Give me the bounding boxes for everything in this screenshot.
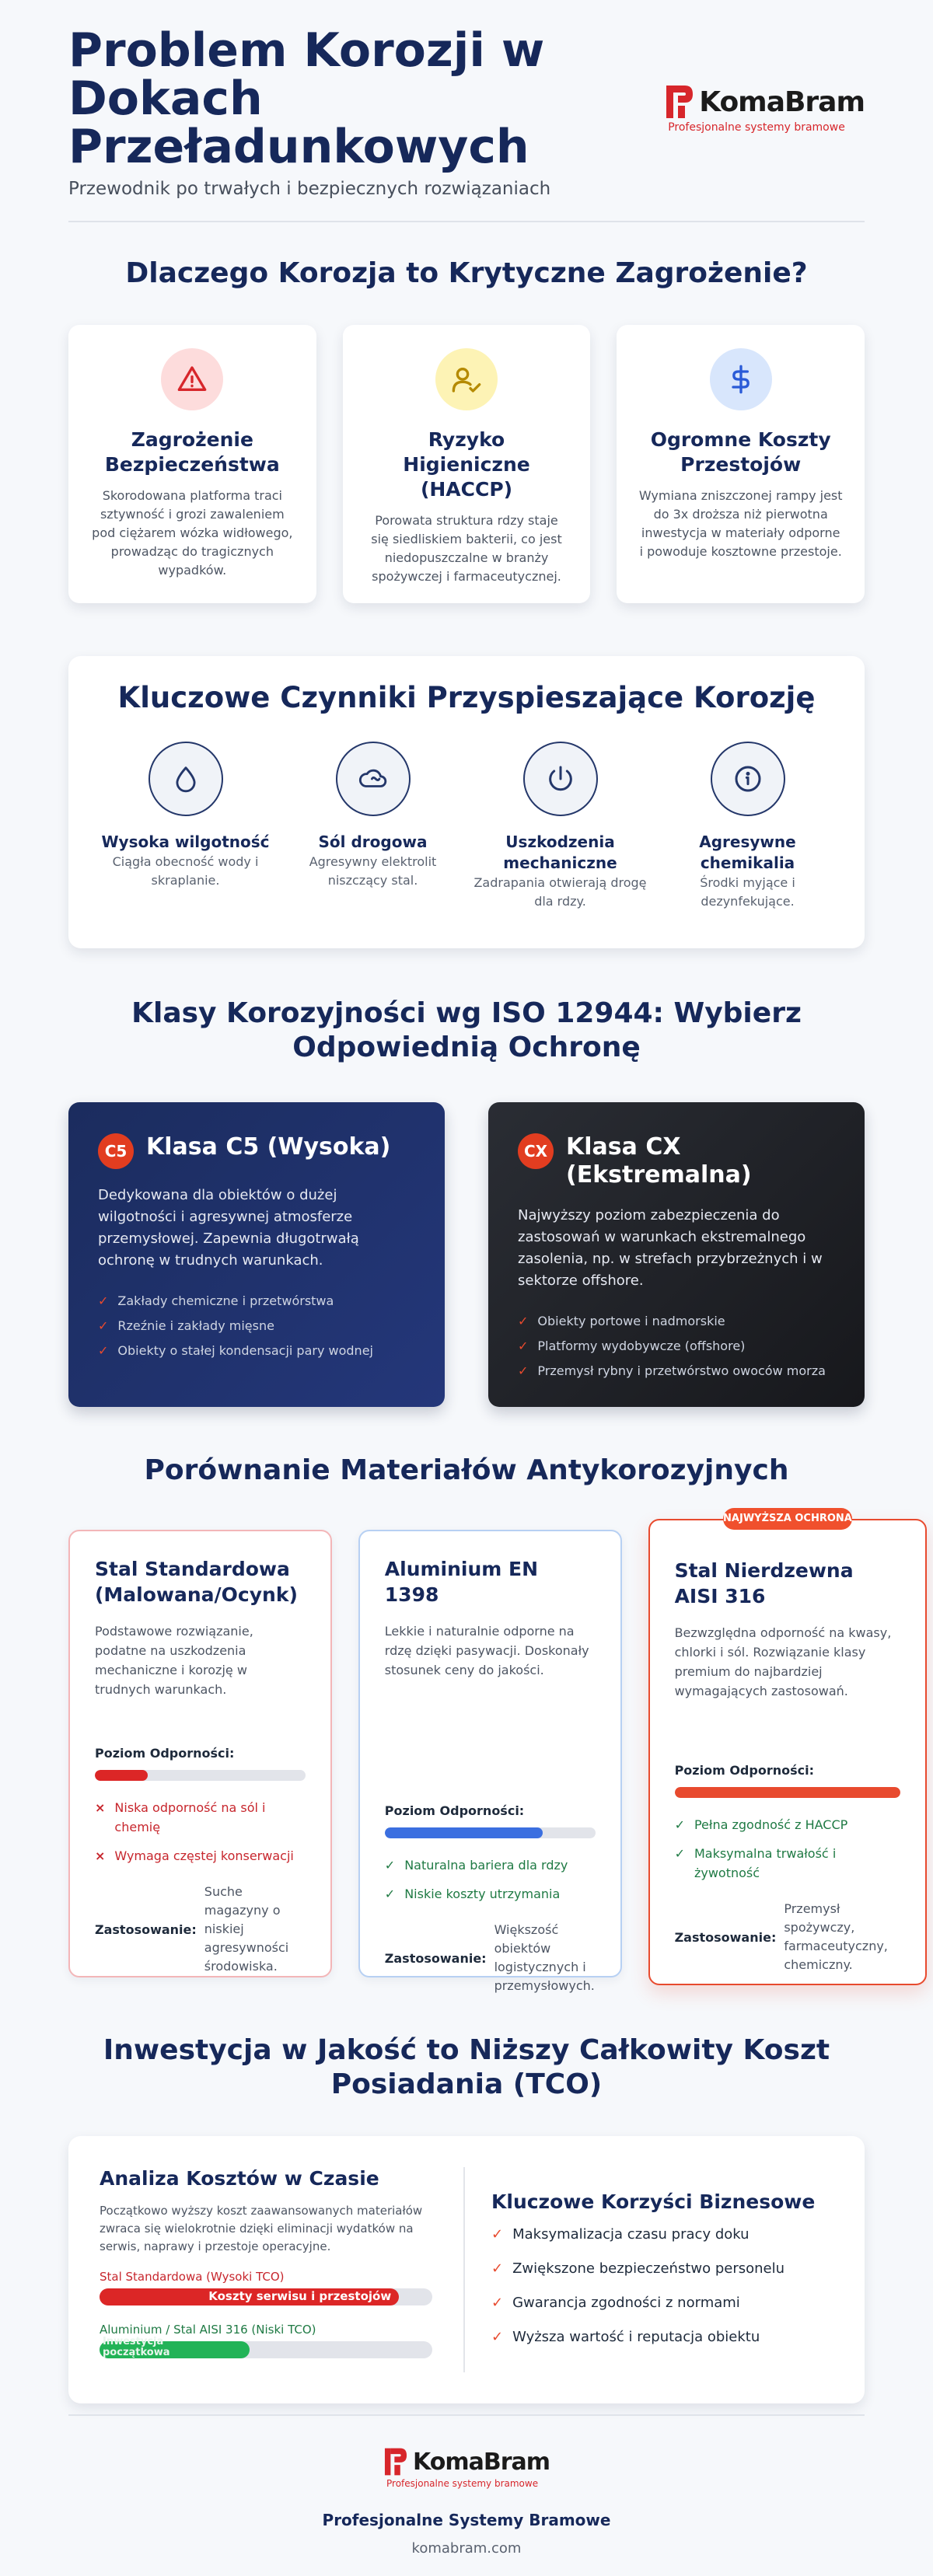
factor-title: Uszkodzenia mechaniczne xyxy=(503,832,617,872)
material-description: Lekkie i naturalnie odporne na rdzę dzięki pasywacji. Doskonały stosunek ceny do jakości. xyxy=(384,1624,589,1677)
list-item: ✓ Obiekty portowe i nadmorskie xyxy=(518,1309,835,1334)
list-item: × Wymaga częstej konserwacji xyxy=(95,1846,306,1866)
factors-title: Kluczowe Czynniki Przyspieszające Korozję xyxy=(117,681,816,714)
material-use: Zastosowanie: Suche magazyny o niskiej agresywności środowiska. xyxy=(95,1884,289,1974)
threat-title: Ogromne Koszty Przestojów xyxy=(650,428,831,476)
logo xyxy=(665,84,865,134)
cost-bar-fill xyxy=(100,2336,250,2358)
bar-label: Aluminium / Stal AISI 316 (Niski TCO) xyxy=(100,2323,316,2337)
material-title: Stal Nierdzewna AISI 316 xyxy=(674,1559,854,1607)
logo-tagline: Profesjonalne systemy bramowe xyxy=(386,2478,539,2489)
list-item: ✓ Maksymalizacja czasu pracy doku xyxy=(491,2226,750,2243)
threats-title: Dlaczego Korozja to Krytyczne Zagrożenie? xyxy=(125,257,808,289)
logo-text: KomaBram xyxy=(699,86,865,118)
check-icon: ✓ xyxy=(518,1314,529,1328)
resistance-bar-fill xyxy=(385,1827,543,1838)
check-icon: ✓ xyxy=(491,2226,504,2243)
threat-text: Skorodowana platforma traci sztywność i grozi zawaleniem pod ciężarem wózka widłowego, prowadząc do tragicznych wypadków. xyxy=(92,488,293,578)
highest-protection-badge: NAJWYŻSZA OCHRONA xyxy=(723,1508,852,1530)
class-title: Klasa C5 (Wysoka) xyxy=(146,1133,391,1161)
info-icon xyxy=(711,742,785,816)
analysis-text: Początkowo wyższy koszt zaawansowanych materiałów zwraca się wielokrotnie dzięki eliminacji wydatków na serwis, naprawy i przestoje operacyjne. xyxy=(100,2204,423,2253)
threat-card-hygiene xyxy=(343,325,591,603)
footer-title: Profesjonalne Systemy Bramowe xyxy=(322,2511,611,2529)
material-card-stainless xyxy=(648,1513,928,1985)
check-icon: ✓ xyxy=(491,2260,504,2277)
business-benefits xyxy=(465,2167,833,2372)
factor-title: Sól drogowa xyxy=(318,832,428,851)
footer-url[interactable]: komabram.com xyxy=(411,2540,522,2557)
iso-card-cx xyxy=(488,1102,865,1407)
class-title: Klasa CX (Ekstremalna) xyxy=(566,1133,752,1189)
list-item: ✓ Pełna zgodność z HACCP xyxy=(675,1815,901,1834)
material-card-standard-steel xyxy=(68,1530,332,1977)
list-item: ✓ Maksymalna trwałość i żywotność xyxy=(675,1844,901,1883)
check-icon: ✓ xyxy=(384,1858,396,1873)
resistance-bar xyxy=(385,1827,596,1838)
check-icon: ✓ xyxy=(518,1339,529,1353)
threat-title: Zagrożenie Bezpieczeństwa xyxy=(104,428,280,476)
threat-card-costs xyxy=(617,325,865,603)
threat-title: Ryzyko Higieniczne (HACCP) xyxy=(403,428,530,501)
tco-title: Inwestycja w Jakość to Niższy Całkowity Koszt Posiadania (TCO) xyxy=(103,2034,830,2100)
factor-text: Środki myjące i dezynfekujące. xyxy=(700,875,795,909)
bar-fill-label: Inwestycja początkowa xyxy=(103,2336,170,2358)
check-icon: ✓ xyxy=(491,2329,504,2345)
factor-salt xyxy=(279,742,466,911)
cross-icon: × xyxy=(95,1848,106,1863)
salt-cloud-icon xyxy=(336,742,411,816)
factor-text: Zadrapania otwierają drogę dla rdzy. xyxy=(473,875,647,909)
list-item: ✓ Niskie koszty utrzymania xyxy=(385,1884,596,1904)
list-item: ✓ Wyższa wartość i reputacja obiektu xyxy=(491,2329,760,2345)
factor-text: Agresywny elektrolit niszczący stal. xyxy=(309,854,437,888)
list-item: ✓ Platformy wydobywcze (offshore) xyxy=(518,1334,835,1359)
logo-tagline: Profesjonalne systemy bramowe xyxy=(668,121,845,134)
factor-chemicals xyxy=(654,742,841,911)
user-check-icon xyxy=(435,348,498,410)
cost-analysis xyxy=(100,2167,465,2372)
bar-label: Stal Standardowa (Wysoki TCO) xyxy=(100,2270,285,2284)
page-title: Problem Korozji w Dokach Przeładunkowych xyxy=(68,23,545,174)
list-item: ✓ Zakłady chemiczne i przetwórstwa xyxy=(98,1289,415,1314)
cross-icon: × xyxy=(95,1800,106,1815)
factor-humidity xyxy=(92,742,279,911)
factor-mechanical xyxy=(466,742,654,911)
factor-text: Ciągła obecność wody i skraplanie. xyxy=(112,854,259,888)
analysis-title: Analiza Kosztów w Czasie xyxy=(100,2167,379,2190)
check-icon: ✓ xyxy=(98,1318,109,1333)
list-item: ✓ Gwarancja zgodności z normami xyxy=(491,2295,740,2311)
check-icon: ✓ xyxy=(491,2295,504,2311)
materials-title: Porównanie Materiałów Antykorozyjnych xyxy=(144,1454,789,1486)
droplet-icon xyxy=(149,742,223,816)
list-item: × Niska odporność na sól i chemię xyxy=(95,1798,306,1837)
warning-icon xyxy=(161,348,223,410)
dollar-icon xyxy=(710,348,772,410)
check-icon: ✓ xyxy=(674,1846,685,1861)
check-icon: ✓ xyxy=(98,1343,109,1358)
cost-bar-fill xyxy=(100,2288,399,2305)
list-item: ✓ Obiekty o stałej kondensacji pary wodnej xyxy=(98,1339,415,1363)
list-item: ✓ Rzeźnie i zakłady mięsne xyxy=(98,1314,415,1339)
threat-text: Wymiana zniszczonej rampy jest do 3x droższa niż pierwotna inwestycja w materiały odporne i powoduje kosztowne przestoje. xyxy=(638,488,843,559)
resistance-bar xyxy=(675,1787,901,1798)
list-item: ✓ Zwiększone bezpieczeństwo personelu xyxy=(491,2260,785,2277)
threat-cards xyxy=(68,325,865,603)
resistance-label: Poziom Odporności: xyxy=(95,1746,235,1761)
check-icon: ✓ xyxy=(384,1887,396,1901)
power-icon xyxy=(523,742,598,816)
class-badge: CX xyxy=(518,1133,554,1169)
footer xyxy=(68,2414,865,2557)
check-icon: ✓ xyxy=(674,1817,685,1832)
threat-text: Porowata struktura rdzy staje się siedliskiem bakterii, co jest niedopuszczalne w branży spożywczej i farmaceutycznej. xyxy=(371,513,562,584)
check-icon: ✓ xyxy=(518,1363,529,1378)
factor-title: Wysoka wilgotność xyxy=(101,832,270,851)
logo-mark-icon xyxy=(383,2447,408,2477)
resistance-bar-fill xyxy=(675,1787,901,1798)
materials-cards xyxy=(68,1513,892,1993)
class-description: Najwyższy poziom zabezpieczenia do zastosowań w warunkach ekstremalnego zasolenia, np. w strefach przybrzeżnych i w sektorze offshore. xyxy=(518,1207,823,1289)
iso-title: Klasy Korozyjności wg ISO 12944: Wybierz Odpowiednią Ochronę xyxy=(131,997,802,1063)
header xyxy=(68,0,865,222)
resistance-label: Poziom Odporności: xyxy=(384,1803,525,1818)
bar-fill-label: Koszty serwisu i przestojów xyxy=(208,2289,392,2303)
iso-classes xyxy=(68,1102,865,1407)
resistance-bar-fill xyxy=(95,1770,148,1781)
material-description: Bezwzględna odporność na kwasy, chlorki i sól. Rozwiązanie klasy premium do najbardziej wymagających zastosowań. xyxy=(674,1625,892,1698)
resistance-label: Poziom Odporności: xyxy=(674,1763,814,1778)
check-icon: ✓ xyxy=(98,1293,109,1308)
material-card-aluminium xyxy=(358,1530,622,1993)
factors-panel xyxy=(68,656,865,948)
tco-panel xyxy=(68,2136,865,2403)
benefits-title: Kluczowe Korzyści Biznesowe xyxy=(491,2190,816,2213)
page-subtitle: Przewodnik po trwałych i bezpiecznych rozwiązaniach xyxy=(68,179,551,199)
material-use: Zastosowanie: Większość obiektów logistycznych i przemysłowych. xyxy=(384,1922,595,1993)
resistance-bar xyxy=(95,1770,306,1781)
logo-mark-icon xyxy=(665,84,694,120)
cost-bar xyxy=(100,2336,432,2358)
material-description: Podstawowe rozwiązanie, podatne na uszkodzenia mechaniczne i korozję w trudnych warunkach. xyxy=(95,1624,253,1697)
logo-text: KomaBram xyxy=(413,2448,550,2476)
footer-logo xyxy=(383,2447,550,2489)
list-item: ✓ Przemysł rybny i przetwórstwo owoców morza xyxy=(518,1359,835,1384)
material-title: Aluminium EN 1398 xyxy=(384,1558,539,1606)
factor-title: Agresywne chemikalia xyxy=(699,832,796,872)
threat-card-safety xyxy=(68,325,316,603)
class-badge: C5 xyxy=(98,1133,134,1169)
material-title: Stal Standardowa (Malowana/Ocynk) xyxy=(95,1558,298,1606)
list-item: ✓ Naturalna bariera dla rdzy xyxy=(385,1855,596,1875)
material-use: Zastosowanie: Przemysł spożywczy, farmaceutyczny, chemiczny. xyxy=(674,1901,888,1972)
iso-card-c5 xyxy=(68,1102,445,1407)
cost-bar xyxy=(100,2288,432,2305)
class-description: Dedykowana dla obiektów o dużej wilgotności i agresywnej atmosferze przemysłowej. Zapewnia długotrwałą ochronę w trudnych warunkach. xyxy=(98,1187,359,1269)
